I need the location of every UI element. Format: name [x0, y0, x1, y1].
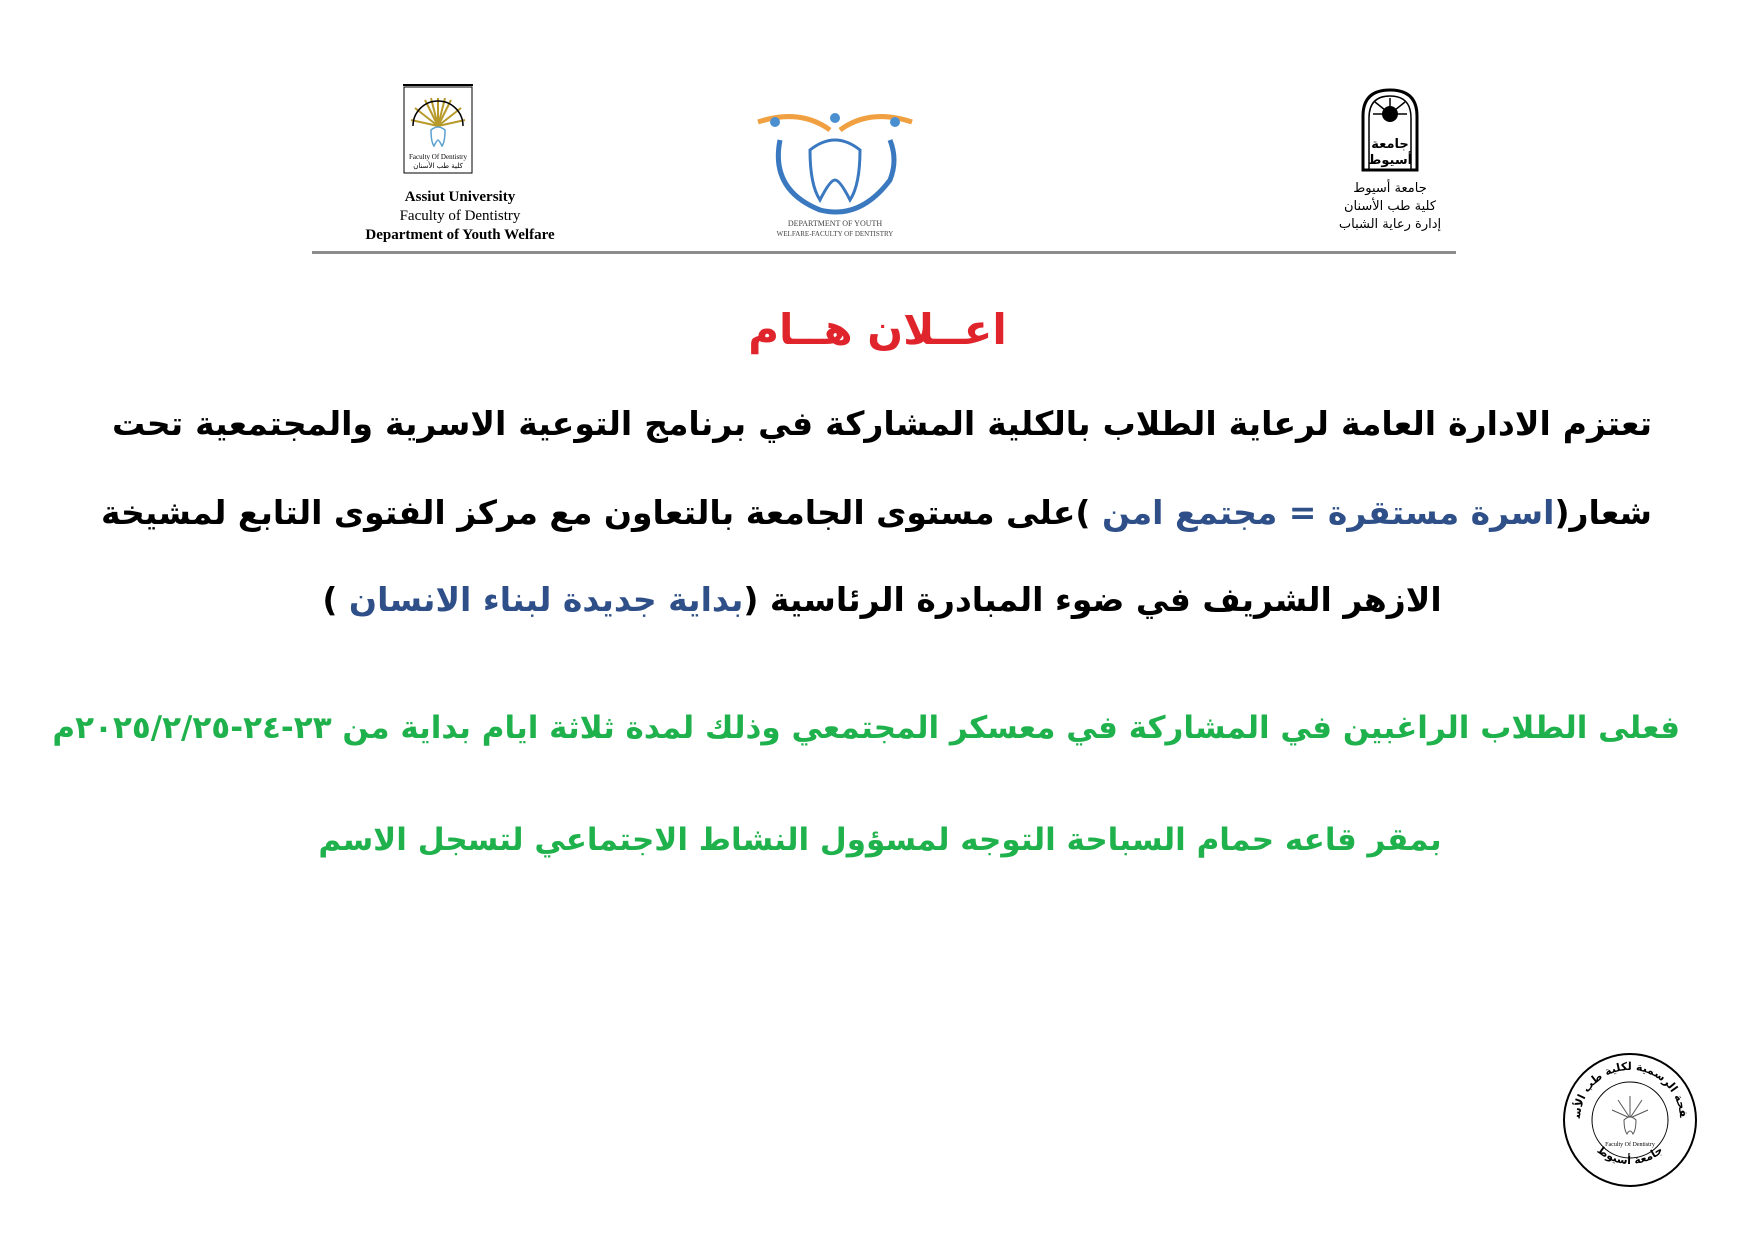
svg-text:Faculty Of Dentistry: Faculty Of Dentistry: [409, 153, 467, 161]
faculty-logo-icon: [403, 86, 473, 174]
faculty-name-ar: كلية طب الأسنان: [1343, 199, 1437, 214]
stamp-icon: [1560, 1050, 1700, 1190]
body-line-3-pre: الازهر الشريف في ضوء المبادرة الرئاسية (: [743, 580, 1442, 619]
svg-text:الصفحة الرسمية لكلية طب الأسنا: فحة الرسمية لكلية طب الأسنان: [1569, 1059, 1691, 1119]
department-name-en: Department of Youth Welfare: [365, 227, 555, 243]
notice-line-2: بمقر قاعه حمام السباحة التوجه لمسؤول النشاط الاجتماعي لتسجل الاسم: [318, 822, 1442, 858]
assiut-university-logo: [1355, 86, 1425, 172]
department-name-ar: إدارة رعاية الشباب: [1338, 217, 1442, 232]
initiative-highlight: بداية جديدة لبناء الانسان: [348, 580, 744, 619]
assiut-university-logo-icon: [1355, 86, 1425, 172]
faculty-name-en: Faculty of Dentistry: [399, 208, 521, 224]
announcement-title: اعــلان هــام: [748, 305, 1007, 354]
body-line-3-post: ): [322, 580, 349, 619]
youth-welfare-logo-icon: [740, 100, 930, 240]
body-line-2-pre: شعار(: [1554, 493, 1652, 532]
notice-line-1: فعلى الطلاب الراغبين في المشاركة في معسكر المجتمعي وذلك لمدة ثلاثة ايام بداية من ٢٣-٢٤-٢٠٢٥/٢/٢٥م: [52, 710, 1680, 746]
svg-text:Faculty Of Dentistry: Faculty Of Dentistry: [1605, 1142, 1655, 1148]
svg-text:DEPARTMENT OF YOUTH: DEPARTMENT OF YOUTH: [787, 219, 883, 228]
department-of-youth-welfare-logo: [740, 100, 930, 240]
body-line-2: [101, 493, 1652, 532]
official-page-stamp: [1560, 1050, 1700, 1190]
arabic-header-text: [1330, 180, 1450, 234]
body-line-2-post: )على مستوى الجامعة بالتعاون مع مركز الفتوى التابع لمشيخة: [101, 493, 1103, 532]
university-name-en: Assiut University: [404, 189, 516, 205]
university-name-ar: جامعة أسيوط: [1353, 181, 1427, 196]
svg-text:جامعة: جامعة: [1371, 137, 1409, 152]
slogan-highlight: اسرة مستقرة = مجتمع امن: [1102, 493, 1555, 532]
body-line-3: [112, 580, 1652, 619]
svg-text:WELFARE-FACULTY OF DENTISTRY: WELFARE-FACULTY OF DENTISTRY: [776, 230, 894, 238]
faculty-of-dentistry-logo: [403, 84, 473, 174]
body-line-1: تعتزم الادارة العامة لرعاية الطلاب بالكلية المشاركة في برنامج التوعية الاسرية والمجتمعية تحت: [112, 404, 1652, 443]
header-divider: [312, 251, 1456, 254]
english-header-text: [330, 188, 590, 245]
svg-text:كلية طب الأسنان: كلية طب الأسنان: [413, 162, 463, 170]
svg-text:جامعة أسيوط: جامعة أسيوط: [1594, 1143, 1666, 1168]
svg-text:أسيوط: أسيوط: [1367, 153, 1413, 168]
